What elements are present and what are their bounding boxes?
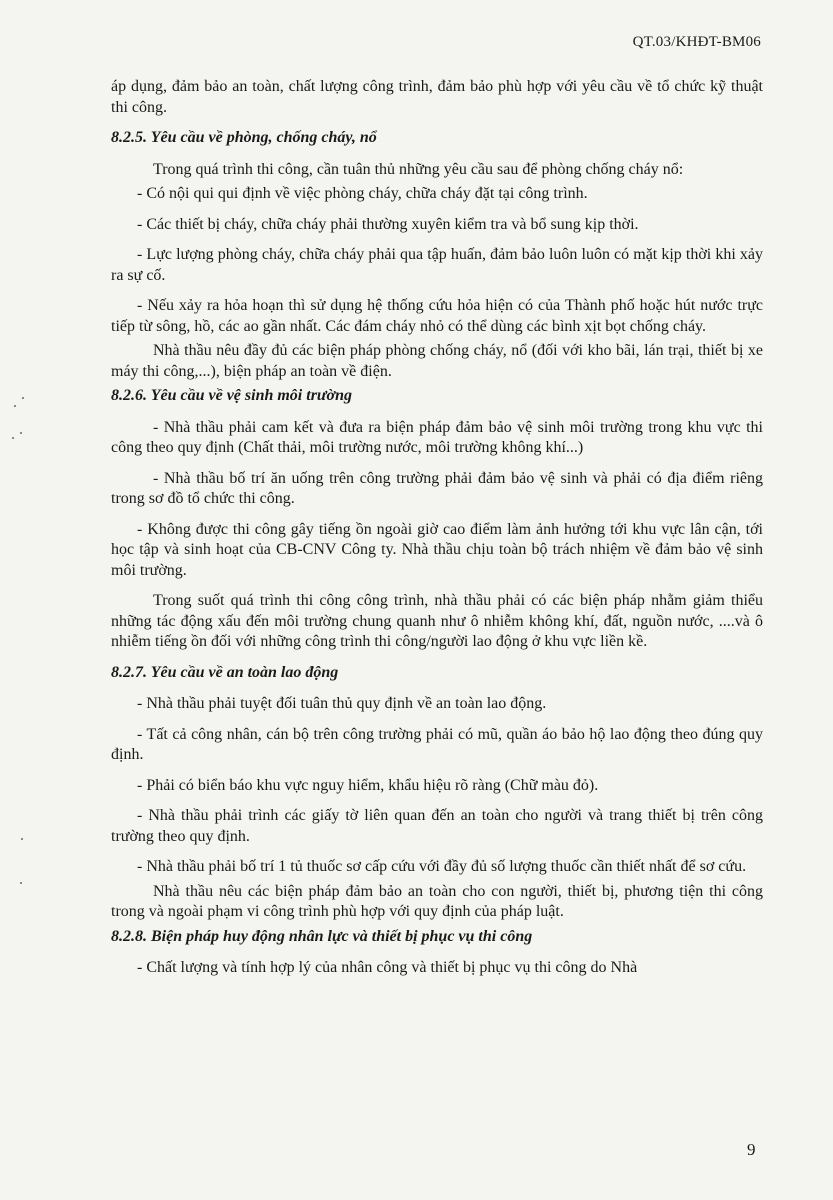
- paragraph: - Nhà thầu phải cam kết và đưa ra biện pháp đảm bảo vệ sinh môi trường trong khu vực thi công theo quy định (Chất thải, môi trường nước, môi trường không khí...): [111, 418, 763, 456]
- paragraph: - Các thiết bị cháy, chữa cháy phải thường xuyên kiểm tra và bổ sung kịp thời.: [137, 215, 639, 233]
- paragraph: - Chất lượng và tính hợp lý của nhân công và thiết bị phục vụ thi công do Nhà: [137, 959, 638, 976]
- scan-speck: [21, 838, 23, 840]
- paragraph: - Có nội qui qui định về việc phòng cháy, chữa cháy đặt tại công trình.: [137, 185, 588, 202]
- paragraph: - Nhà thầu phải tuyệt đối tuân thủ quy định về an toàn lao động.: [137, 695, 547, 712]
- section-heading-8-2-7: 8.2.7. Yêu cầu về an toàn lao động: [111, 663, 339, 681]
- paragraph: áp dụng, đảm bảo an toàn, chất lượng công trình, đảm bảo phù hợp với yêu cầu về tổ chức kỹ thuật thi công.: [111, 78, 763, 116]
- paragraph: - Phải có biển báo khu vực nguy hiểm, khẩu hiệu rõ ràng (Chữ màu đỏ).: [137, 776, 599, 794]
- scan-speck: [14, 405, 16, 407]
- scan-speck: [22, 397, 24, 399]
- scan-speck: [20, 882, 22, 884]
- document-body: [111, 77, 763, 989]
- section-heading-8-2-5: 8.2.5. Yêu cầu về phòng, chống cháy, nổ: [111, 129, 377, 146]
- paragraph: - Không được thi công gây tiếng ồn ngoài giờ cao điểm làm ảnh hưởng tới khu vực lân cận, tới học tập và sinh hoạt của CB-CNV Công ty. Nhà thầu chịu toàn bộ trách nhiệm về đảm bảo vệ sinh môi trường.: [111, 520, 763, 579]
- paragraph: - Lực lượng phòng cháy, chữa cháy phải qua tập huấn, đảm bảo luôn luôn có mặt kịp thời khi xảy ra sự cố.: [111, 246, 763, 284]
- paragraph: - Nhà thầu phải bố trí 1 tủ thuốc sơ cấp cứu với đầy đủ số lượng thuốc cần thiết nhất để sơ cứu.: [137, 858, 747, 875]
- paragraph: Nhà thầu nêu đầy đủ các biện pháp phòng chống cháy, nổ (đối với kho bãi, lán trại, thiết bị xe máy thi công,...), biện pháp an toàn về điện.: [111, 342, 763, 380]
- section-heading-8-2-8: 8.2.8. Biện pháp huy động nhân lực và thiết bị phục vụ thi công: [111, 927, 533, 945]
- scan-speck: [20, 432, 22, 434]
- scan-speck: [12, 437, 14, 439]
- paragraph: - Nhà thầu bố trí ăn uống trên công trường phải đảm bảo vệ sinh và phải có địa điểm riêng trong sơ đồ tổ chức thi công.: [111, 469, 763, 507]
- paragraph: - Nhà thầu phải trình các giấy tờ liên quan đến an toàn cho người và trang thiết bị trên công trường theo quy định.: [111, 807, 763, 845]
- document-code: QT.03/KHĐT-BM06: [632, 34, 761, 50]
- paragraph: Trong quá trình thi công, cần tuân thủ những yêu cầu sau để phòng chống cháy nổ:: [153, 160, 684, 178]
- paragraph: - Tất cả công nhân, cán bộ trên công trường phải có mũ, quần áo bảo hộ lao động theo đúng quy định.: [111, 725, 763, 763]
- page-number: 9: [747, 1140, 756, 1159]
- paragraph: Trong suốt quá trình thi công công trình, nhà thầu phải có các biện pháp nhằm giảm thiểu những tác động xấu đến môi trường chung quanh như ô nhiễm không khí, đất, nguồn nước, ....và ô nhiễm tiếng ồn đối với những công trình thi công/người lao động ở khu vực liền kề.: [111, 592, 763, 650]
- paragraph: - Nếu xảy ra hỏa hoạn thì sử dụng hệ thống cứu hỏa hiện có của Thành phố hoặc hút nước trực tiếp từ sông, hồ, các ao gần nhất. Các đám cháy nhỏ có thể dùng các bình xịt bọt chống cháy.: [111, 297, 763, 335]
- paragraph: Nhà thầu nêu các biện pháp đảm bảo an toàn cho con người, thiết bị, phương tiện thi công trong và ngoài phạm vi công trình phù hợp với quy định của pháp luật.: [111, 882, 763, 920]
- section-heading-8-2-6: 8.2.6. Yêu cầu về vệ sinh môi trường: [111, 387, 352, 404]
